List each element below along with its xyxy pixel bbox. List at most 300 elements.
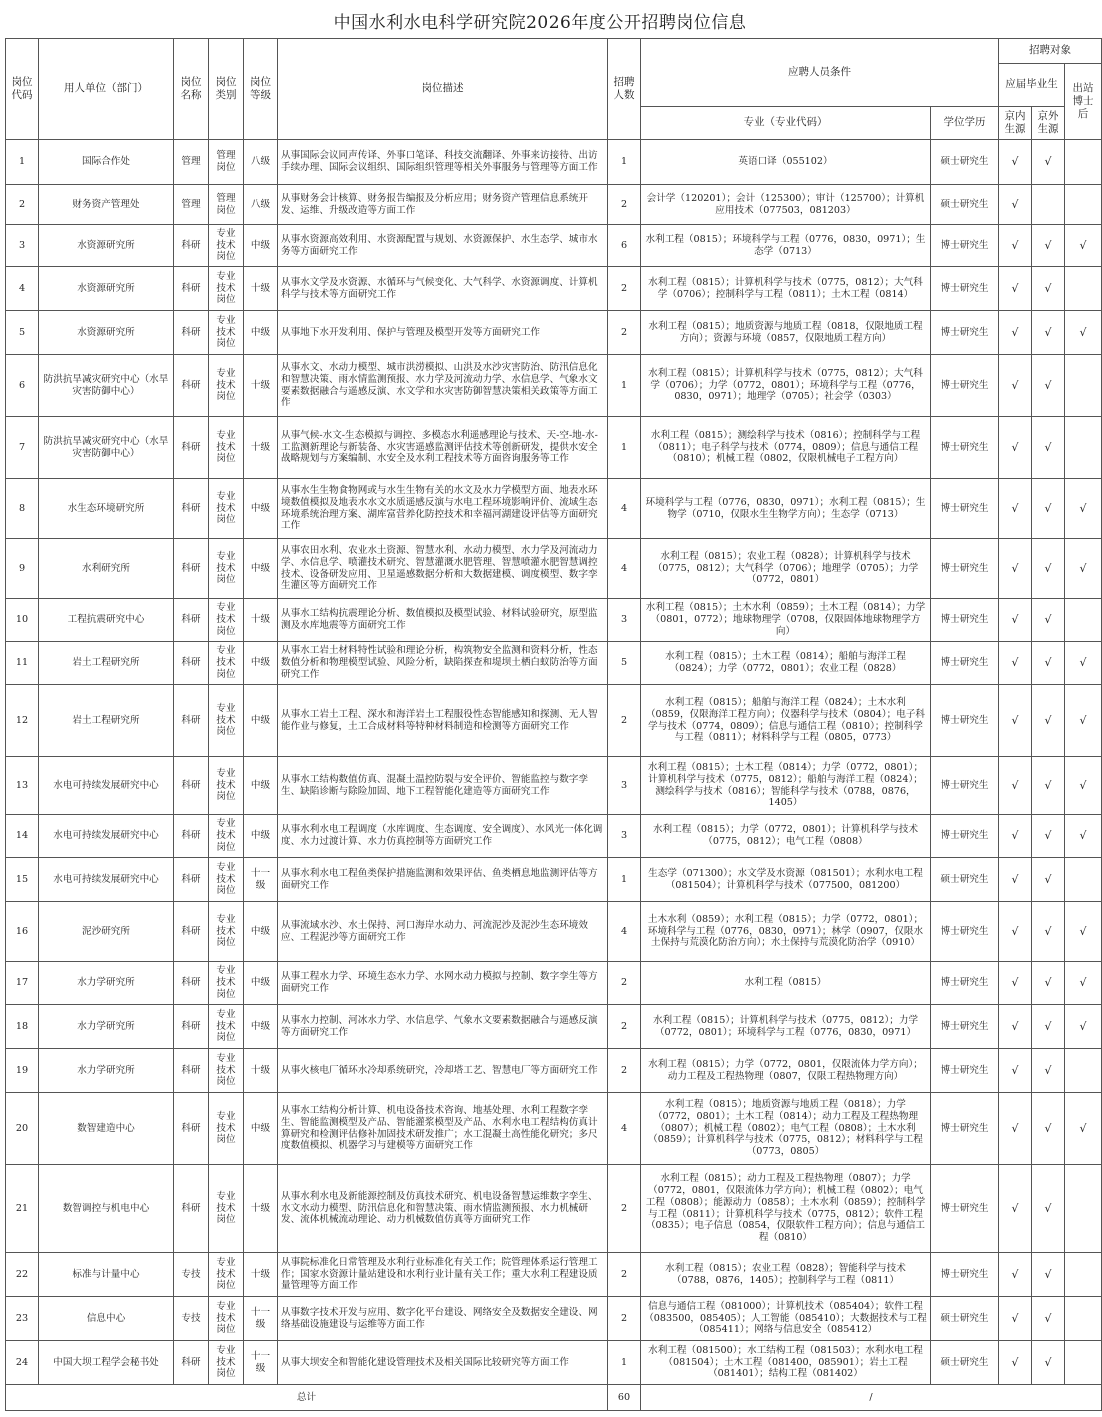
row-degree: 博士研究生 xyxy=(931,685,999,757)
row-category: 专业技术岗位 xyxy=(209,1049,244,1093)
row-major: 水利工程（0815）；测绘科学与技术（0816）；控制科学与工程（0811）；电子科学与技术（0774，0809）；信息与通信工程（0810）；机械工程（0802，仅限机械电子工程方向） xyxy=(641,417,931,479)
row-category: 专业技术岗位 xyxy=(209,1297,244,1341)
row-major: 土木水利（0859）；水利工程（0815）；力学（0772，0801）；环境科学与工程（0776，0830，0971）；林学（0907，仅限水土保持与荒漠化防治方向）；水土保持与荒漠化防治学（0910） xyxy=(641,902,931,962)
row-count: 5 xyxy=(608,642,641,685)
row-level: 十级 xyxy=(244,417,278,479)
row-degree: 博士研究生 xyxy=(931,417,999,479)
row-bj-in: √ xyxy=(999,185,1032,225)
row-code: 24 xyxy=(6,1341,39,1385)
row-bj-out: √ xyxy=(1032,479,1065,539)
row-count: 2 xyxy=(608,1049,641,1093)
row-postdoc xyxy=(1065,1297,1102,1341)
header-count: 招聘人数 xyxy=(608,39,641,140)
table-row xyxy=(6,185,1102,225)
table-row xyxy=(6,685,1102,757)
table-row xyxy=(6,1165,1102,1253)
row-level: 十一级 xyxy=(244,1297,278,1341)
row-count: 2 xyxy=(608,685,641,757)
row-category: 专业技术岗位 xyxy=(209,1093,244,1165)
row-unit: 工程抗震研究中心 xyxy=(39,599,174,642)
row-bj-out: √ xyxy=(1032,1093,1065,1165)
row-postdoc: √ xyxy=(1065,757,1102,815)
row-category: 专业技术岗位 xyxy=(209,962,244,1005)
row-bj-out: √ xyxy=(1032,642,1065,685)
row-level: 十一级 xyxy=(244,858,278,902)
row-major: 水利工程（0815）；计算机科学与技术（0775，0812）；力学（0772，0801）；环境科学与工程（0776，0830，0971） xyxy=(641,1005,931,1049)
row-bj-out: √ xyxy=(1032,539,1065,599)
row-degree: 博士研究生 xyxy=(931,225,999,267)
row-unit: 防洪抗旱减灾研究中心（水旱灾害防御中心） xyxy=(39,355,174,417)
row-postdoc: √ xyxy=(1065,311,1102,355)
row-count: 1 xyxy=(608,140,641,185)
row-level: 中级 xyxy=(244,479,278,539)
row-code: 3 xyxy=(6,225,39,267)
table-row xyxy=(6,599,1102,642)
table-body xyxy=(6,140,1102,1385)
row-bj-out: √ xyxy=(1032,1165,1065,1253)
row-unit: 岩土工程研究所 xyxy=(39,685,174,757)
row-bj-out: √ xyxy=(1032,1341,1065,1385)
row-bj-in: √ xyxy=(999,902,1032,962)
row-major: 水利工程（0815）；土木工程（0814）；船舶与海洋工程（0824）；力学（0772，0801）；农业工程（0828） xyxy=(641,642,931,685)
row-count: 2 xyxy=(608,311,641,355)
row-postdoc: √ xyxy=(1065,642,1102,685)
row-name: 科研 xyxy=(174,642,209,685)
total-count: 60 xyxy=(608,1385,641,1411)
row-major: 英语口译（055102） xyxy=(641,140,931,185)
header-category: 岗位类别 xyxy=(209,39,244,140)
row-desc: 从事流域水沙、水土保持、河口海岸水动力、河流泥沙及泥沙生态环境效应、工程泥沙等方面研究工作 xyxy=(278,902,608,962)
row-major: 水利工程（0815）；农业工程（0828）；智能科学与技术（0788，0876，1405）；控制科学与工程（0811） xyxy=(641,1253,931,1297)
row-degree: 博士研究生 xyxy=(931,902,999,962)
row-category: 专业技术岗位 xyxy=(209,1341,244,1385)
total-label: 总计 xyxy=(6,1385,608,1411)
row-name: 科研 xyxy=(174,225,209,267)
table-row xyxy=(6,267,1102,311)
row-count: 1 xyxy=(608,417,641,479)
row-bj-in: √ xyxy=(999,1253,1032,1297)
row-name: 科研 xyxy=(174,599,209,642)
row-category: 专业技术岗位 xyxy=(209,417,244,479)
row-bj-out: √ xyxy=(1032,355,1065,417)
row-count: 3 xyxy=(608,757,641,815)
row-count: 2 xyxy=(608,267,641,311)
row-postdoc: √ xyxy=(1065,479,1102,539)
row-count: 1 xyxy=(608,355,641,417)
row-count: 3 xyxy=(608,599,641,642)
row-degree: 博士研究生 xyxy=(931,355,999,417)
table-row xyxy=(6,815,1102,858)
row-name: 科研 xyxy=(174,311,209,355)
table-row xyxy=(6,1341,1102,1385)
row-postdoc: √ xyxy=(1065,815,1102,858)
row-major: 水利工程（0815）；地质资源与地质工程（0818，仅限地质工程方向）；资源与环境（0857，仅限地质工程方向） xyxy=(641,311,931,355)
row-major: 水利工程（0815）；土木工程（0814）；力学（0772，0801）；计算机科学与技术（0775，0812）；船舶与海洋工程（0824）；测绘科学与技术（0816）；智能科学与技术（0788，0876，1405） xyxy=(641,757,931,815)
row-unit: 国际合作处 xyxy=(39,140,174,185)
row-desc: 从事水资源高效利用、水资源配置与规划、水资源保护、水生态学、城市水务等方面研究工作 xyxy=(278,225,608,267)
row-category: 管理岗位 xyxy=(209,185,244,225)
row-unit: 水电可持续发展研究中心 xyxy=(39,757,174,815)
table-row xyxy=(6,1253,1102,1297)
row-name: 科研 xyxy=(174,267,209,311)
row-postdoc xyxy=(1065,267,1102,311)
row-level: 十级 xyxy=(244,1253,278,1297)
row-bj-in: √ xyxy=(999,539,1032,599)
row-name: 专技 xyxy=(174,1253,209,1297)
row-desc: 从事水工结构抗震理论分析、数值模拟及模型试验、材料试验研究，原型监测及水库地震等方面研究工作 xyxy=(278,599,608,642)
row-desc: 从事水力控制、河冰水力学、水信息学、气象水文要素数据融合与遥感反演等方面研究工作 xyxy=(278,1005,608,1049)
row-count: 2 xyxy=(608,1297,641,1341)
row-level: 中级 xyxy=(244,902,278,962)
row-unit: 标准与计量中心 xyxy=(39,1253,174,1297)
row-degree: 硕士研究生 xyxy=(931,140,999,185)
row-name: 科研 xyxy=(174,962,209,1005)
row-level: 中级 xyxy=(244,539,278,599)
row-unit: 数智建造中心 xyxy=(39,1093,174,1165)
row-postdoc xyxy=(1065,1341,1102,1385)
row-code: 7 xyxy=(6,417,39,479)
row-name: 科研 xyxy=(174,417,209,479)
table-row xyxy=(6,417,1102,479)
header-bj-out: 京外生源 xyxy=(1032,107,1065,140)
row-postdoc xyxy=(1065,185,1102,225)
row-code: 9 xyxy=(6,539,39,599)
row-code: 2 xyxy=(6,185,39,225)
row-name: 科研 xyxy=(174,902,209,962)
row-count: 4 xyxy=(608,902,641,962)
row-postdoc xyxy=(1065,1165,1102,1253)
row-bj-in: √ xyxy=(999,1297,1032,1341)
row-name: 科研 xyxy=(174,1005,209,1049)
row-unit: 信息中心 xyxy=(39,1297,174,1341)
row-bj-out: √ xyxy=(1032,599,1065,642)
row-code: 22 xyxy=(6,1253,39,1297)
row-code: 6 xyxy=(6,355,39,417)
row-degree: 硕士研究生 xyxy=(931,858,999,902)
row-major: 生态学（071300）；水文学及水资源（081501）；水利水电工程（081504）；计算机科学与技术（077500，081200） xyxy=(641,858,931,902)
row-degree: 博士研究生 xyxy=(931,815,999,858)
table-row xyxy=(6,140,1102,185)
row-degree: 博士研究生 xyxy=(931,539,999,599)
row-major: 会计学（120201）；会计（125300）；审计（125700）；计算机应用技术（077503，081203） xyxy=(641,185,931,225)
table-row xyxy=(6,479,1102,539)
row-unit: 防洪抗旱减灾研究中心（水旱灾害防御中心） xyxy=(39,417,174,479)
row-major: 水利工程（0815）；地质资源与地质工程（0818）；力学（0772，0801）；土木工程（0814）；动力工程及工程热物理（0807）；机械工程（0802）；电气工程（0808）；土木水利（0859）；计算机科学与技术（0775，0812）；材料科学与工程（0773，0805） xyxy=(641,1093,931,1165)
table-row xyxy=(6,1093,1102,1165)
row-category: 专业技术岗位 xyxy=(209,311,244,355)
row-category: 专业技术岗位 xyxy=(209,642,244,685)
row-desc: 从事大坝安全和智能化建设管理技术及相关国际比较研究等方面工作 xyxy=(278,1341,608,1385)
row-level: 十级 xyxy=(244,599,278,642)
row-postdoc xyxy=(1065,417,1102,479)
row-category: 专业技术岗位 xyxy=(209,1253,244,1297)
row-degree: 博士研究生 xyxy=(931,311,999,355)
row-desc: 从事财务会计核算、财务报告编报及分析应用；财务资产管理信息系统开发、运维、升级改造等方面工作 xyxy=(278,185,608,225)
table-row xyxy=(6,311,1102,355)
row-code: 14 xyxy=(6,815,39,858)
row-unit: 水资源研究所 xyxy=(39,311,174,355)
row-name: 科研 xyxy=(174,858,209,902)
row-major: 水利工程（0815）；土木水利（0859）；土木工程（0814）；力学（0801，0772）；地球物理学（0708，仅限固体地球物理学方向） xyxy=(641,599,931,642)
total-slash: / xyxy=(641,1385,1102,1411)
row-postdoc xyxy=(1065,1049,1102,1093)
row-unit: 水电可持续发展研究中心 xyxy=(39,815,174,858)
row-desc: 从事水工岩土材料特性试验和理论分析，构筑物安全监测和资料分析，性态数值分析和物理模型试验、风险分析，缺陷探查和堤坝土栖白蚁防治等方面研究工作 xyxy=(278,642,608,685)
header-fresh: 应届毕业生 xyxy=(999,64,1065,107)
row-name: 科研 xyxy=(174,685,209,757)
header-target: 招聘对象 xyxy=(999,39,1102,64)
row-major: 水利工程（0815）；计算机科学与技术（0775，0812）；大气科学（0706）；控制科学与工程（0811）；土木工程（0814） xyxy=(641,267,931,311)
row-count: 2 xyxy=(608,1165,641,1253)
row-desc: 从事数字技术开发与应用、数字化平台建设、网络安全及数据安全建设、网络基础设施建设与运维等方面工作 xyxy=(278,1297,608,1341)
row-code: 4 xyxy=(6,267,39,311)
row-bj-in: √ xyxy=(999,757,1032,815)
row-bj-in: √ xyxy=(999,267,1032,311)
row-level: 中级 xyxy=(244,1005,278,1049)
row-name: 科研 xyxy=(174,1341,209,1385)
row-degree: 博士研究生 xyxy=(931,642,999,685)
row-postdoc xyxy=(1065,1253,1102,1297)
row-name: 专技 xyxy=(174,1297,209,1341)
row-bj-in: √ xyxy=(999,1005,1032,1049)
table-row xyxy=(6,539,1102,599)
row-code: 8 xyxy=(6,479,39,539)
row-code: 16 xyxy=(6,902,39,962)
row-bj-out: √ xyxy=(1032,1253,1065,1297)
row-count: 4 xyxy=(608,1093,641,1165)
row-major: 水利工程（0815） xyxy=(641,962,931,1005)
row-count: 3 xyxy=(608,815,641,858)
row-count: 2 xyxy=(608,1253,641,1297)
row-name: 科研 xyxy=(174,1165,209,1253)
row-category: 专业技术岗位 xyxy=(209,685,244,757)
row-category: 专业技术岗位 xyxy=(209,1165,244,1253)
row-code: 10 xyxy=(6,599,39,642)
row-category: 专业技术岗位 xyxy=(209,599,244,642)
row-category: 专业技术岗位 xyxy=(209,355,244,417)
row-postdoc: √ xyxy=(1065,962,1102,1005)
row-code: 15 xyxy=(6,858,39,902)
row-degree: 博士研究生 xyxy=(931,1005,999,1049)
header-code: 岗位代码 xyxy=(6,39,39,140)
row-desc: 从事农田水利、农业水土资源、智慧水利、水动力模型、水力学及河流动力学、水信息学、喷灌技术研究、智慧灌溉水肥管理、智慧喷灌水肥智慧调控技术、设备研发应用、卫星遥感数据分析和大数据建模、调度模型、数字孪生灌区等方面研究工作 xyxy=(278,539,608,599)
row-category: 专业技术岗位 xyxy=(209,902,244,962)
row-level: 八级 xyxy=(244,140,278,185)
row-bj-in: √ xyxy=(999,815,1032,858)
row-name: 科研 xyxy=(174,355,209,417)
row-bj-in: √ xyxy=(999,1341,1032,1385)
row-unit: 水资源研究所 xyxy=(39,225,174,267)
row-postdoc: √ xyxy=(1065,539,1102,599)
table-row xyxy=(6,1049,1102,1093)
row-level: 十一级 xyxy=(244,1341,278,1385)
row-code: 19 xyxy=(6,1049,39,1093)
row-unit: 水生态环境研究所 xyxy=(39,479,174,539)
row-unit: 数智调控与机电中心 xyxy=(39,1165,174,1253)
row-level: 中级 xyxy=(244,962,278,1005)
table-row xyxy=(6,757,1102,815)
row-unit: 水利研究所 xyxy=(39,539,174,599)
header-degree: 学位学历 xyxy=(931,107,999,140)
row-category: 专业技术岗位 xyxy=(209,1005,244,1049)
row-level: 中级 xyxy=(244,1093,278,1165)
row-count: 4 xyxy=(608,479,641,539)
row-unit: 泥沙研究所 xyxy=(39,902,174,962)
row-major: 水利工程（0815）；环境科学与工程（0776，0830，0971）；生态学（0713） xyxy=(641,225,931,267)
row-category: 专业技术岗位 xyxy=(209,267,244,311)
row-degree: 硕士研究生 xyxy=(931,1341,999,1385)
row-unit: 水力学研究所 xyxy=(39,962,174,1005)
row-name: 科研 xyxy=(174,1049,209,1093)
row-degree: 博士研究生 xyxy=(931,1165,999,1253)
row-bj-in: √ xyxy=(999,355,1032,417)
row-bj-out: √ xyxy=(1032,962,1065,1005)
row-code: 5 xyxy=(6,311,39,355)
row-name: 科研 xyxy=(174,757,209,815)
row-postdoc: √ xyxy=(1065,225,1102,267)
row-level: 十级 xyxy=(244,267,278,311)
row-degree: 博士研究生 xyxy=(931,1253,999,1297)
row-postdoc xyxy=(1065,599,1102,642)
row-desc: 从事火核电厂循环水冷却系统研究，冷却塔工艺、智慧电厂等方面研究工作 xyxy=(278,1049,608,1093)
row-bj-in: √ xyxy=(999,140,1032,185)
row-postdoc: √ xyxy=(1065,685,1102,757)
row-postdoc xyxy=(1065,140,1102,185)
row-major: 水利工程（0815）；力学（0772，0801）；计算机科学与技术（0775，0812）；电气工程（0808） xyxy=(641,815,931,858)
row-degree: 博士研究生 xyxy=(931,1049,999,1093)
row-bj-in: √ xyxy=(999,479,1032,539)
row-name: 管理 xyxy=(174,140,209,185)
row-postdoc: √ xyxy=(1065,1005,1102,1049)
table-row xyxy=(6,642,1102,685)
row-bj-out: √ xyxy=(1032,267,1065,311)
row-name: 科研 xyxy=(174,539,209,599)
table-row xyxy=(6,1005,1102,1049)
row-major: 水利工程（081500）；水工结构工程（081503）；水利水电工程（081504）；土木工程（081400，085901）；岩土工程（081401）；结构工程（081402） xyxy=(641,1341,931,1385)
row-name: 科研 xyxy=(174,1093,209,1165)
row-bj-in: √ xyxy=(999,311,1032,355)
row-bj-in: √ xyxy=(999,1049,1032,1093)
row-unit: 财务资产管理处 xyxy=(39,185,174,225)
row-bj-out: √ xyxy=(1032,757,1065,815)
row-postdoc: √ xyxy=(1065,902,1102,962)
row-category: 管理岗位 xyxy=(209,140,244,185)
row-level: 中级 xyxy=(244,757,278,815)
row-unit: 岩土工程研究所 xyxy=(39,642,174,685)
header-name: 岗位名称 xyxy=(174,39,209,140)
row-bj-in: √ xyxy=(999,225,1032,267)
table-row xyxy=(6,902,1102,962)
row-degree: 硕士研究生 xyxy=(931,185,999,225)
header-postdoc: 出站博士后 xyxy=(1065,64,1102,140)
row-code: 1 xyxy=(6,140,39,185)
row-name: 科研 xyxy=(174,479,209,539)
row-bj-out: √ xyxy=(1032,1297,1065,1341)
row-postdoc xyxy=(1065,858,1102,902)
row-count: 2 xyxy=(608,962,641,1005)
row-code: 23 xyxy=(6,1297,39,1341)
row-name: 管理 xyxy=(174,185,209,225)
row-bj-in: √ xyxy=(999,962,1032,1005)
row-degree: 博士研究生 xyxy=(931,1093,999,1165)
header-unit: 用人单位（部门） xyxy=(39,39,174,140)
row-bj-out: √ xyxy=(1032,140,1065,185)
row-desc: 从事水工岩土工程、深水和海洋岩土工程服役性态智能感知和探测、无人智能作业与修复，土工合成材料等特种材料制造和检测等方面研究工作 xyxy=(278,685,608,757)
row-bj-in: √ xyxy=(999,599,1032,642)
header-desc: 岗位描述 xyxy=(278,39,608,140)
row-category: 专业技术岗位 xyxy=(209,815,244,858)
row-desc: 从事水工结构分析计算、机电设备技术咨询、地基处理、水利工程数字孪生、智能监测模型及产品、智能灌浆模型及产品、水利水电工程结构仿真计算研究和检测评估修补加固技术研发推广；水工混凝土高性能化研究；多尺度数值模拟、机器学习与建模等方面研究工作 xyxy=(278,1093,608,1165)
row-code: 12 xyxy=(6,685,39,757)
row-desc: 从事水文、水动力模型、城市洪涝模拟、山洪及水沙灾害防治、防汛信息化和智慧决策、雨水情监测预报、水力学及河流动力学、水信息学、气象水文要素数据融合与遥感反演、水文学和水灾害防御智慧决策相关政策等方面工作 xyxy=(278,355,608,417)
row-major: 水利工程（0815）；力学（0772，0801，仅限流体力学方向）；动力工程及工程热物理（0807，仅限工程热物理方向） xyxy=(641,1049,931,1093)
table-row xyxy=(6,1297,1102,1341)
row-count: 2 xyxy=(608,1005,641,1049)
row-category: 专业技术岗位 xyxy=(209,539,244,599)
row-degree: 博士研究生 xyxy=(931,267,999,311)
row-desc: 从事水利水电及新能源控制及仿真技术研究、机电设备智慧运维数字孪生、水文水动力模型、防汛信息化和智慧决策、雨水情监测预报、水力机械研发、流体机械流动理论、动力机械数值仿真等方面研究工作 xyxy=(278,1165,608,1253)
row-desc: 从事工程水力学、环境生态水力学、水网水动力模拟与控制、数字孪生等方面研究工作 xyxy=(278,962,608,1005)
row-desc: 从事国际会议同声传译、外事口笔译、科技交流翻译、外事来访接待、出访手续办理、国际会议组织、国际组织管理等相关外事服务与管理等方面工作 xyxy=(278,140,608,185)
row-level: 中级 xyxy=(244,225,278,267)
row-major: 水利工程（0815）；计算机科学与技术（0775，0812）；大气科学（0706）；力学（0772，0801）；环境科学与工程（0776，0830，0971）；地理学（0705）；社会学（0303） xyxy=(641,355,931,417)
recruitment-table xyxy=(5,38,1102,1411)
row-code: 18 xyxy=(6,1005,39,1049)
row-degree: 博士研究生 xyxy=(931,599,999,642)
row-level: 十级 xyxy=(244,1165,278,1253)
row-postdoc xyxy=(1065,355,1102,417)
row-desc: 从事水利水电工程调度（水库调度、生态调度、安全调度）、水风光一体化调度、水力过渡计算、水力仿真控制等方面研究工作 xyxy=(278,815,608,858)
row-bj-in: √ xyxy=(999,417,1032,479)
row-unit: 水力学研究所 xyxy=(39,1005,174,1049)
row-desc: 从事水利水电工程鱼类保护措施监测和效果评估、鱼类栖息地监测评估等方面研究工作 xyxy=(278,858,608,902)
row-desc: 从事水生生物食物网或与水生生物有关的水文及水力学模型方面、地表水环境数值模拟及地表水水文水质遥感反演与水电工程环境影响评价、流域生态环境系统治理方案、湖库富营养化防控技术和幸福河湖建设评估等方面研究工作 xyxy=(278,479,608,539)
row-count: 1 xyxy=(608,858,641,902)
header-bj-in: 京内生源 xyxy=(999,107,1032,140)
row-bj-out: √ xyxy=(1032,225,1065,267)
row-desc: 从事气候-水文-生态模拟与调控、多模态水利遥感理论与技术、天-空-地-水-工监测新理论与新装备、水灾害遥感监测评估技术等创新研发，提供水安全战略规划与方案编制、水安全及水利工程技术等方面咨询服务等工作 xyxy=(278,417,608,479)
row-level: 八级 xyxy=(244,185,278,225)
row-level: 中级 xyxy=(244,642,278,685)
row-code: 21 xyxy=(6,1165,39,1253)
row-bj-out: √ xyxy=(1032,858,1065,902)
row-bj-out: √ xyxy=(1032,417,1065,479)
row-major: 信息与通信工程（081000）；计算机技术（085404）；软件工程（083500，085405）；人工智能（085410）；大数据技术与工程（085411）；网络与信息安全（085412） xyxy=(641,1297,931,1341)
row-level: 中级 xyxy=(244,311,278,355)
row-bj-out xyxy=(1032,185,1065,225)
row-count: 1 xyxy=(608,1341,641,1385)
row-code: 20 xyxy=(6,1093,39,1165)
row-bj-out: √ xyxy=(1032,1005,1065,1049)
row-postdoc: √ xyxy=(1065,1093,1102,1165)
row-major: 水利工程（0815）；动力工程及工程热物理（0807）；力学（0772，0801，仅限流体力学方向）；机械工程（0802）；电气工程（0808）；能源动力（0858）；土木水利（0859）；控制科学与工程（0811）；计算机科学与技术（0775，0812）；软件工程（0835）；电子信息（0854，仅限软件工程方向）；信息与通信工程（0810） xyxy=(641,1165,931,1253)
row-desc: 从事地下水开发利用、保护与管理及模型开发等方面研究工作 xyxy=(278,311,608,355)
row-degree: 硕士研究生 xyxy=(931,1297,999,1341)
row-bj-in: √ xyxy=(999,685,1032,757)
row-desc: 从事水文学及水资源、水循环与气候变化、大气科学、水资源调度、计算机科学与技术等方面研究工作 xyxy=(278,267,608,311)
row-bj-out: √ xyxy=(1032,311,1065,355)
row-unit: 水资源研究所 xyxy=(39,267,174,311)
row-name: 科研 xyxy=(174,815,209,858)
row-bj-in: √ xyxy=(999,1093,1032,1165)
header-requirements: 应聘人员条件 xyxy=(641,39,999,107)
row-category: 专业技术岗位 xyxy=(209,225,244,267)
row-degree: 博士研究生 xyxy=(931,757,999,815)
row-bj-in: √ xyxy=(999,858,1032,902)
row-bj-in: √ xyxy=(999,642,1032,685)
header-major: 专业（专业代码） xyxy=(641,107,931,140)
header-level: 岗位等级 xyxy=(244,39,278,140)
